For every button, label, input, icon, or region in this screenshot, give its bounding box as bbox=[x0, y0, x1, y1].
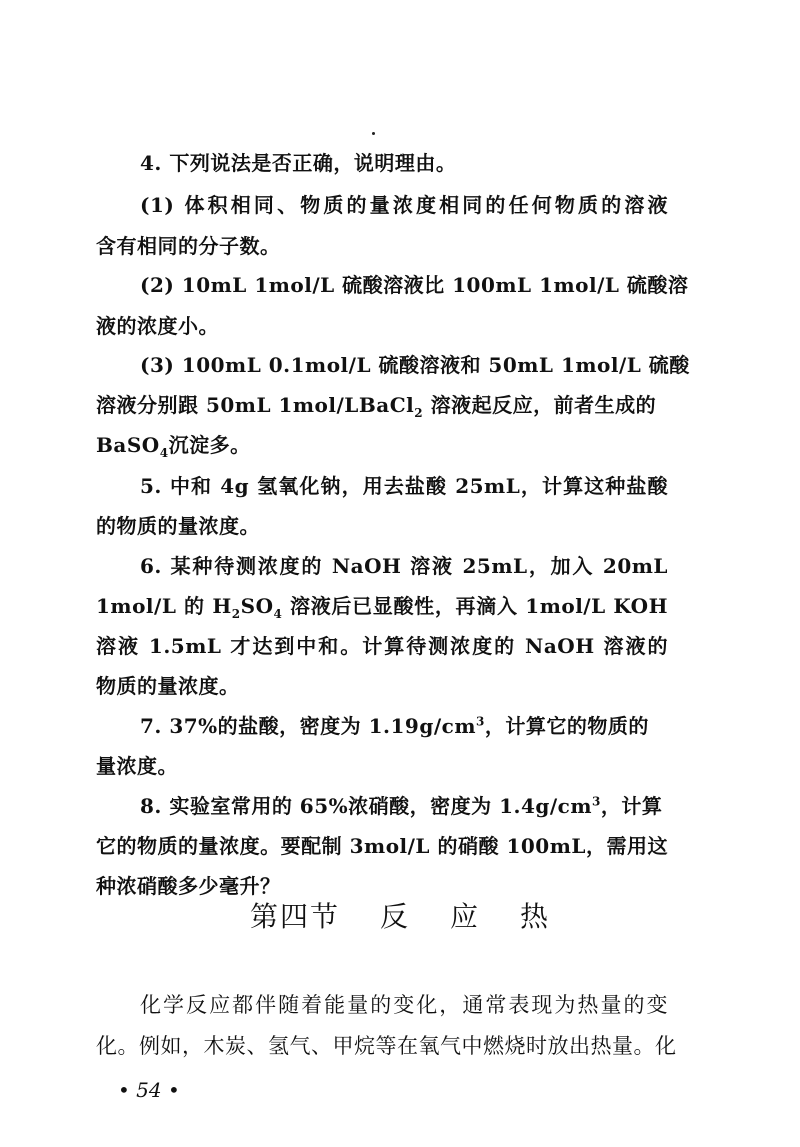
exercise-6-line4: 物质的量浓度。 bbox=[96, 674, 240, 698]
exercise-8-line1: 8. 实验室常用的 65%浓硝酸，密度为 $1.4g/cm^3$，计算 bbox=[140, 794, 663, 818]
section-title-char-3: 热 bbox=[520, 900, 551, 933]
exercise-4-3-line1: (3) 100mL 0.1mol/L 硫酸溶液和 50mL 1mol/L 硫酸 bbox=[140, 353, 690, 377]
exercise-5-line2: 的物质的量浓度。 bbox=[96, 514, 260, 538]
section-title bbox=[0, 895, 800, 935]
exercise-4-1-line2: 含有相同的分子数。 bbox=[96, 234, 281, 258]
section-title-char-2: 应 bbox=[450, 900, 481, 933]
exercise-6-line1: 6. 某种待测浓度的 NaOH 溶液 25mL，加入 20mL bbox=[140, 554, 668, 578]
page-number: • 54 • bbox=[118, 1078, 180, 1102]
section-title-char-1: 反 bbox=[379, 900, 410, 933]
exercise-8-line3: 种浓硝酸多少毫升？ bbox=[96, 874, 281, 898]
body-text-line1: 化学反应都伴随着能量的变化，通常表现为热量的变 bbox=[140, 993, 668, 1017]
exercise-4-heading: 4. 下列说法是否正确，说明理由。 bbox=[140, 151, 457, 175]
exercise-4-2-line1: (2) 10mL 1mol/L 硫酸溶液比 100mL 1mol/L 硫酸溶 bbox=[140, 273, 689, 297]
exercise-6-line2: 1mol/L 的 $H_2SO_4$ 溶液后已显酸性，再滴入 1mol/L KOH bbox=[96, 594, 668, 621]
section-number: 第四节 bbox=[249, 900, 340, 933]
exercise-4-1-line1: (1) 体积相同、物质的量浓度相同的任何物质的溶液 bbox=[140, 193, 668, 217]
exercise-4-3-line2: 溶液分别跟 50mL 1mol/LBaCl$_2$ 溶液起反应，前者生成的 bbox=[96, 393, 657, 420]
exercise-4-3-line3: BaSO$_4$沉淀多。 bbox=[96, 433, 251, 460]
exercise-7-line1: 7. 37%的盐酸，密度为 $1.19g/cm^3$，计算它的物质的 bbox=[140, 714, 649, 738]
exercise-7-line2: 量浓度。 bbox=[96, 754, 178, 778]
exercise-4-2-line2: 液的浓度小。 bbox=[96, 314, 219, 338]
exercise-6-line3: 溶液 1.5mL 才达到中和。计算待测浓度的 NaOH 溶液的 bbox=[96, 634, 668, 658]
body-text-line2: 化。例如，木炭、氢气、甲烷等在氧气中燃烧时放出热量。化 bbox=[96, 1034, 677, 1058]
exercise-5-line1: 5. 中和 4g 氢氧化钠，用去盐酸 25mL，计算这种盐酸 bbox=[140, 474, 668, 498]
stray-dot bbox=[372, 132, 375, 135]
exercise-8-line2: 它的物质的量浓度。要配制 3mol/L 的硝酸 100mL，需用这 bbox=[96, 834, 668, 858]
